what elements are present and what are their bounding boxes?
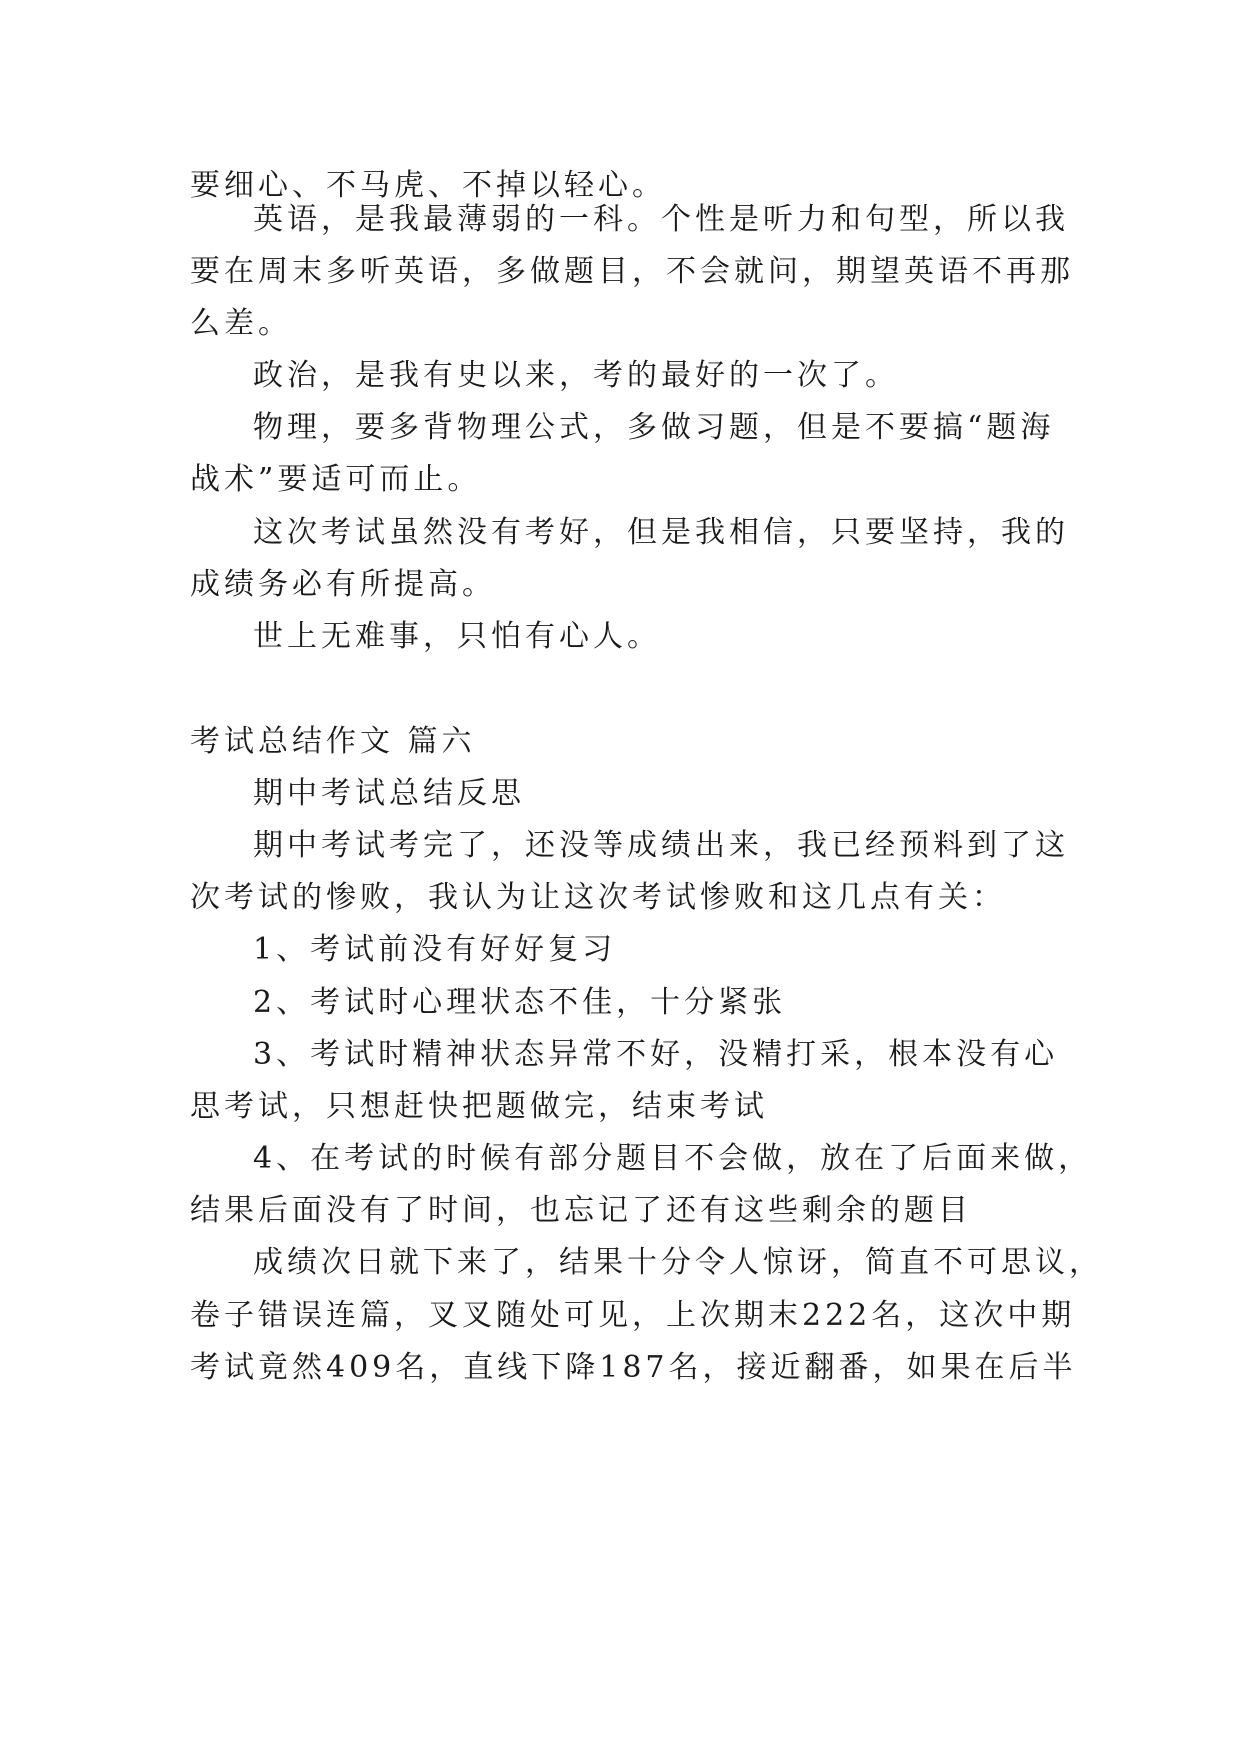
paragraph-line: 要细心、不马虎、不掉以轻心。 [190, 168, 666, 203]
paragraph-line: 要在周末多听英语，多做题目，不会就问，期望英语不再那 [190, 254, 1074, 289]
list-item: 2、考试时心理状态不佳，十分紧张 [253, 985, 787, 1020]
section-subtitle: 期中考试总结反思 [253, 776, 525, 811]
list-item: 4、在考试的时候有部分题目不会做，放在了后面来做， [253, 1141, 1093, 1176]
paragraph-line: 次考试的惨败，我认为让这次考试惨败和这几点有关： [190, 880, 1006, 915]
paragraph-line: 成绩次日就下来了，结果十分令人惊讶，简直不可思议， [253, 1245, 1103, 1280]
paragraph-line: 战术”要适可而止。 [190, 462, 482, 497]
paragraph-line: 这次考试虽然没有考好，但是我相信，只要坚持，我的 [253, 515, 1069, 550]
paragraph-line: 成绩务必有所提高。 [190, 567, 496, 602]
paragraph-line: 世上无难事，只怕有心人。 [253, 619, 661, 654]
paragraph-line: 期中考试考完了，还没等成绩出来，我已经预料到了这 [253, 828, 1069, 863]
paragraph-line: 考试竟然409名，直线下降187名，接近翻番，如果在后半 [190, 1350, 1077, 1385]
paragraph-line: 卷子错误连篇，叉叉随处可见，上次期末222名，这次中期 [190, 1298, 1076, 1333]
list-item: 1、考试前没有好好复习 [253, 932, 617, 967]
paragraph-line: 物理，要多背物理公式，多做习题，但是不要搞“题海 [253, 410, 1055, 445]
paragraph-line: 么差。 [190, 306, 292, 341]
paragraph-line: 英语，是我最薄弱的一科。个性是听力和句型，所以我 [253, 202, 1069, 237]
list-item: 3、考试时精神状态异常不好，没精打采，根本没有心 [253, 1037, 1059, 1072]
paragraph-line: 思考试，只想赶快把题做完，结束考试 [190, 1089, 768, 1124]
paragraph-line: 结果后面没有了时间，也忘记了还有这些剩余的题目 [190, 1193, 972, 1228]
paragraph-line: 政治，是我有史以来，考的最好的一次了。 [253, 358, 899, 393]
section-heading: 考试总结作文 篇六 [190, 724, 476, 759]
